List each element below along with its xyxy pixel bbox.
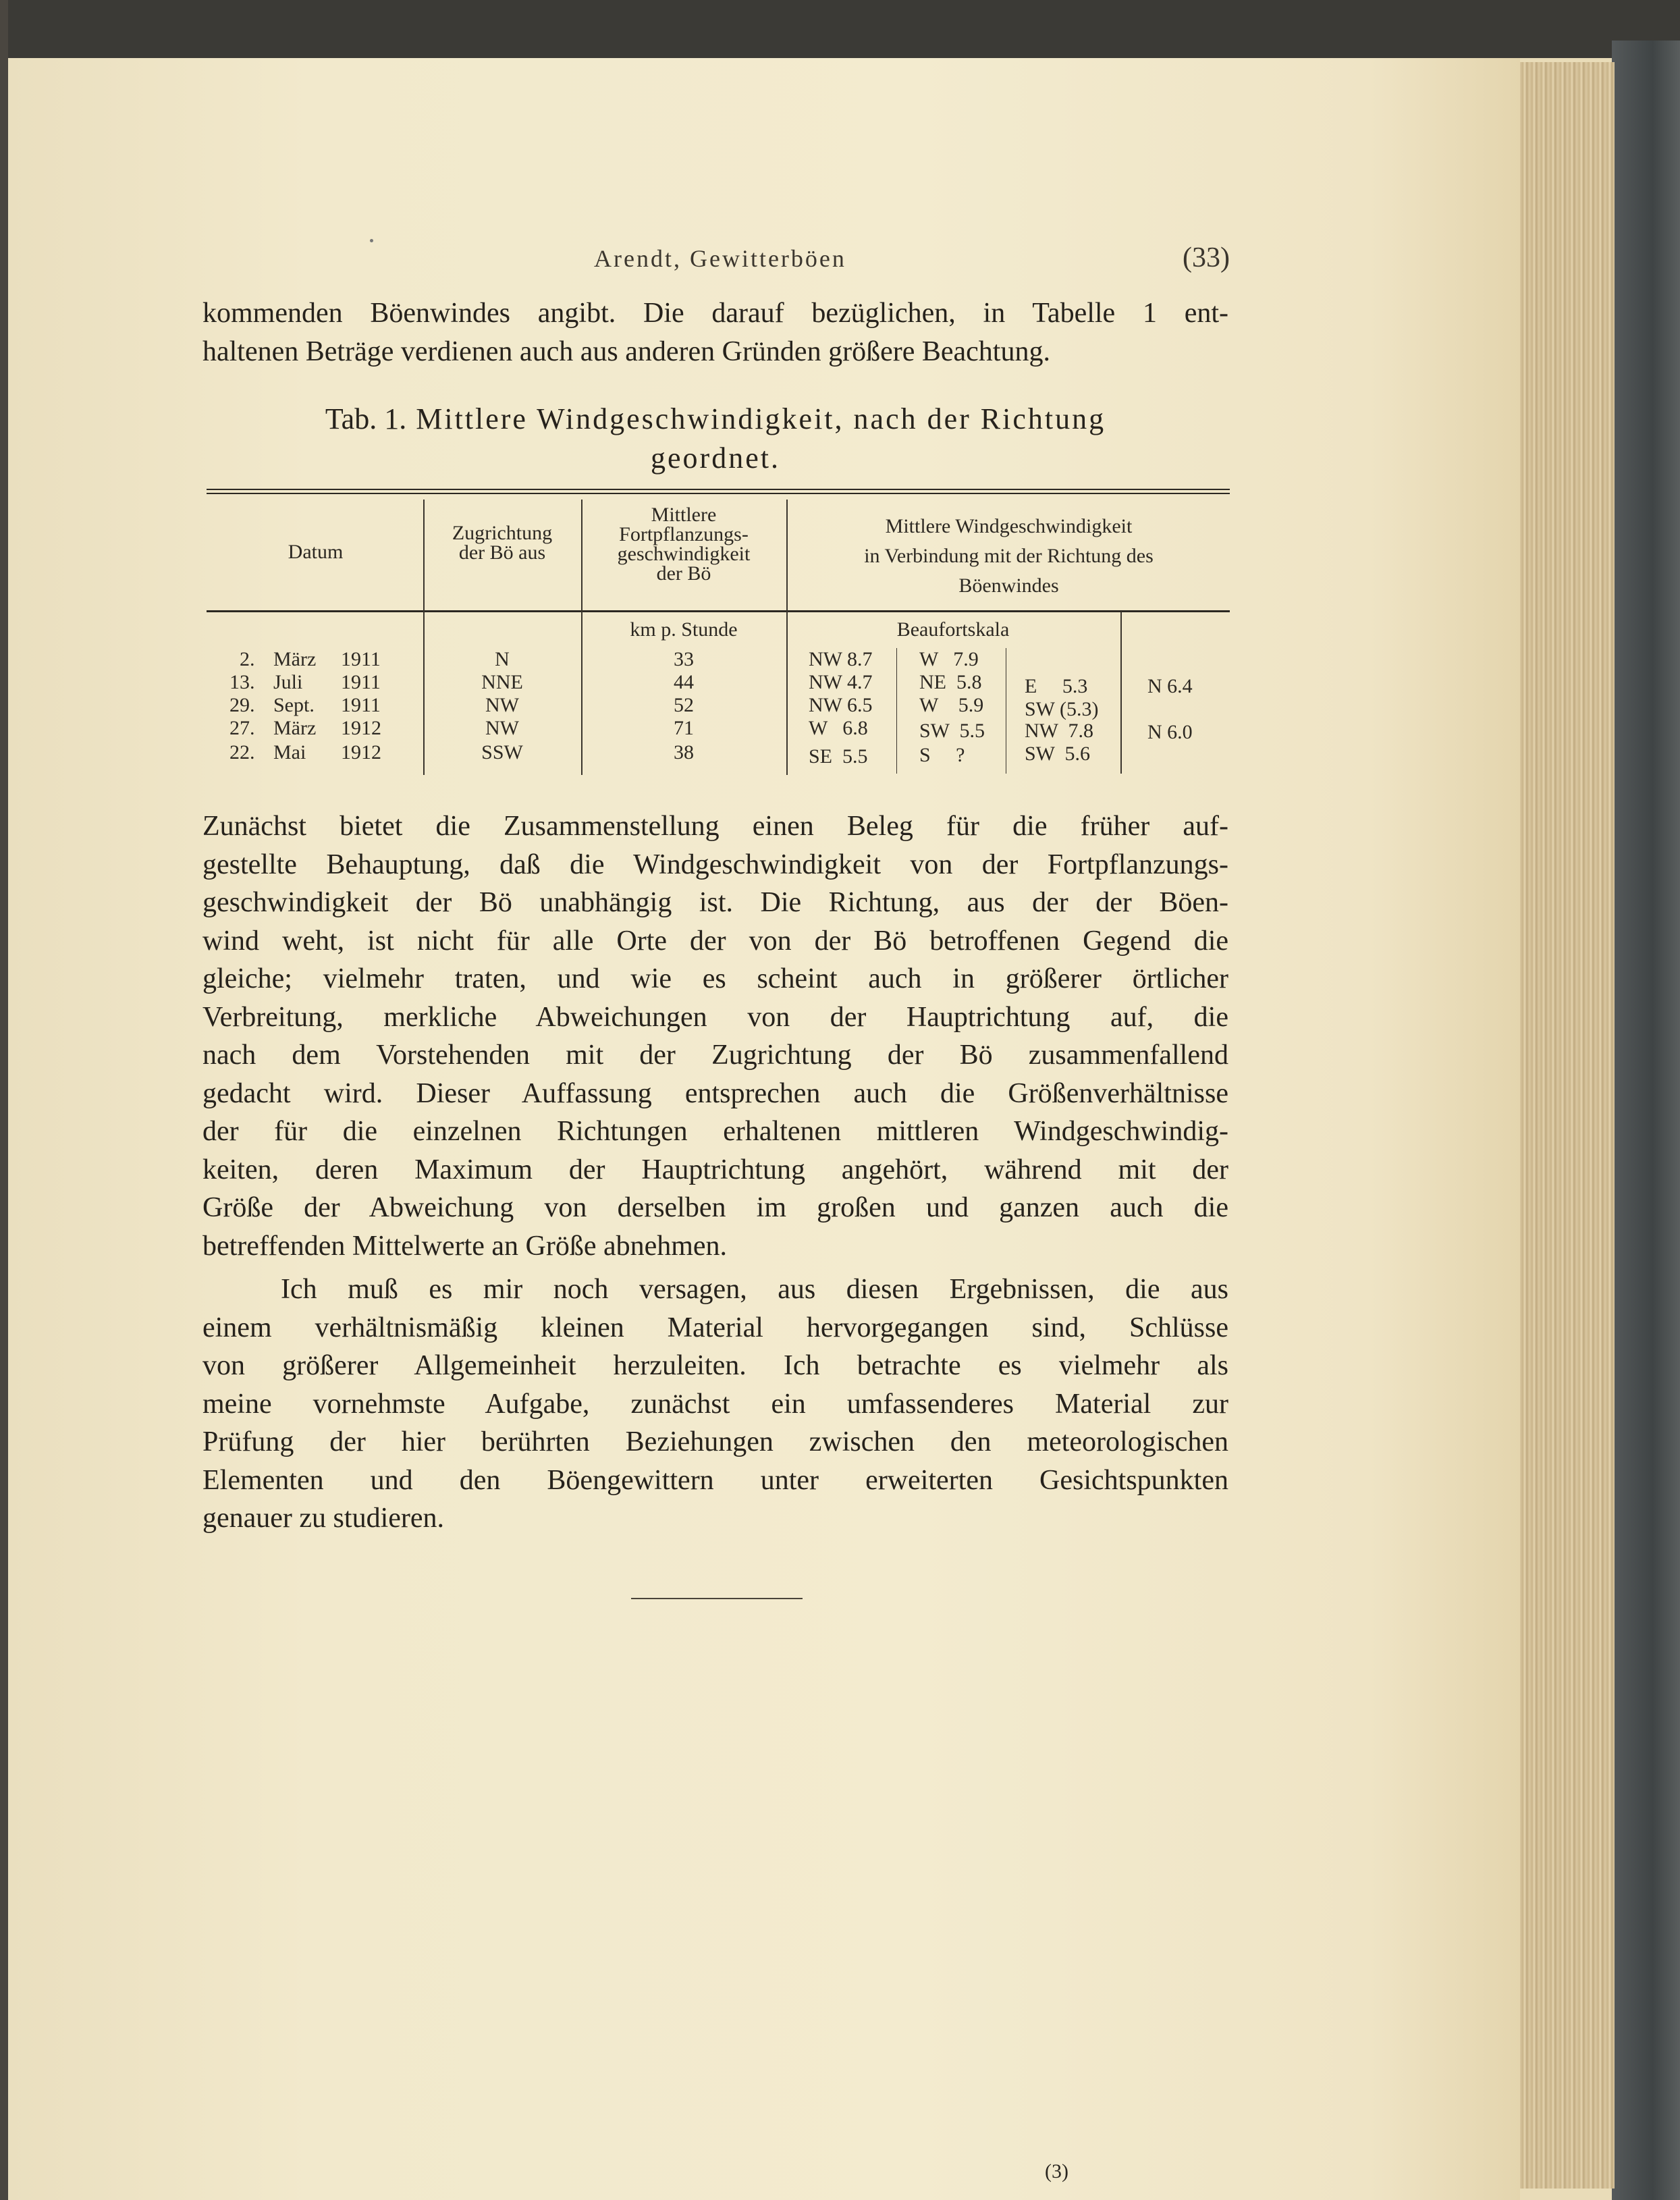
header-datum: Datum — [288, 541, 344, 563]
text-line: Ich muß es mir noch versagen, aus diesen Ergebnissen, die aus — [281, 1274, 1228, 1305]
cell-zugrichtung: NW — [485, 717, 519, 739]
cell-year: 1911 — [341, 671, 381, 693]
header-zugrichtung — [425, 523, 580, 562]
header-line: der Bö — [656, 562, 711, 585]
cell-wind-1: NW 4.7 — [809, 671, 873, 693]
table-caption-text: Mittlere Windgeschwindigkeit, nach der Richtung — [416, 402, 1106, 435]
header-windgeschwindigkeit — [788, 512, 1230, 601]
header-line: Fortpflanzungs- — [619, 523, 749, 545]
cell-month: Mai — [273, 741, 306, 763]
cell-zugrichtung: N — [495, 648, 510, 670]
cell-zugrichtung: NNE — [481, 671, 523, 693]
speck — [370, 239, 373, 242]
text-line: wind weht, ist nicht für alle Orte der von der Bö betroffenen Gegend die — [202, 925, 1228, 957]
header-line: Zugrichtung — [452, 522, 553, 544]
page-edges — [1520, 62, 1615, 2189]
text-line: Zunächst bietet die Zusammenstellung einen Beleg für die früher auf- — [202, 811, 1228, 842]
cell-wind-2: NE 5.8 — [919, 671, 982, 693]
text-line: nach dem Vorstehenden mit der Zugrichtung der Bö zusammenfallend — [202, 1040, 1228, 1071]
header-line: Mittlere — [651, 504, 717, 526]
intro-paragraph — [202, 294, 1228, 371]
cell-wind-2: S ? — [919, 744, 965, 766]
text-line: von größerer Allgemeinheit herzuleiten. Ich betrachte es vielmehr als — [202, 1350, 1228, 1381]
cell-day: 13. — [229, 671, 255, 693]
cell-zugrichtung: SSW — [481, 741, 523, 763]
running-head-title: Arendt, Gewitterböen — [594, 245, 846, 272]
text-line: Verbreitung, merkliche Abweichungen von der Hauptrichtung auf, die — [202, 1001, 1228, 1033]
text-line: Elementen und den Böengewittern unter erweiterten Gesichtspunkten — [202, 1464, 1228, 1496]
table-header-rule — [207, 610, 1230, 612]
cell-speed: 44 — [674, 671, 694, 693]
book-cover-right — [1612, 41, 1680, 2200]
column-divider — [896, 648, 897, 774]
text-line: meine vornehmste Aufgabe, zunächst ein umfassenderes Material zur — [202, 1388, 1228, 1420]
unit-beaufort: Beaufortskala — [896, 618, 1010, 641]
column-divider — [1120, 612, 1122, 774]
text-line: keiten, deren Maximum der Hauptrichtung angehört, während mit der — [202, 1154, 1228, 1185]
cell-wind-4: N 6.4 — [1147, 675, 1193, 697]
cell-wind-3: SW (5.3) — [1025, 698, 1099, 720]
text-line: einem verhältnismäßig kleinen Material hervorgegangen sind, Schlüsse — [202, 1312, 1228, 1343]
cell-wind-1: SE 5.5 — [809, 745, 868, 768]
cell-speed: 38 — [674, 741, 694, 763]
header-fortpflanzung — [582, 505, 785, 583]
header-line: Mittlere Windgeschwindigkeit — [885, 515, 1133, 537]
cell-wind-1: W 6.8 — [809, 717, 868, 739]
cell-day: 2. — [240, 648, 255, 670]
cell-month: März — [273, 717, 317, 739]
cell-wind-4: N 6.0 — [1147, 721, 1193, 743]
header-line: geschwindigkeit — [617, 543, 751, 565]
table-top-rule — [207, 489, 1230, 494]
book-cover-top — [0, 0, 1680, 58]
cell-day: 29. — [229, 694, 255, 716]
paragraph-1 — [202, 807, 1228, 1265]
cell-wind-1: NW 8.7 — [809, 648, 873, 670]
cell-year: 1911 — [341, 694, 381, 716]
unit-km-per-hour: km p. Stunde — [630, 618, 738, 641]
paragraph-2 — [202, 1270, 1228, 1538]
text-line: Größe der Abweichung von derselben im großen und ganzen auch die — [202, 1192, 1228, 1223]
header-line: in Verbindung mit der Richtung des — [864, 545, 1154, 567]
text-line: der für die einzelnen Richtungen erhaltenen mittleren Windgeschwindig- — [202, 1116, 1228, 1147]
cell-wind-3: NW 7.8 — [1025, 720, 1093, 742]
cell-month: Juli — [273, 671, 303, 693]
cell-zugrichtung: NW — [485, 694, 519, 716]
cell-day: 22. — [229, 741, 255, 763]
cell-wind-2: SW 5.5 — [919, 720, 985, 742]
book-cover-left — [0, 0, 8, 2200]
cell-year: 1911 — [341, 648, 381, 670]
text-line: gedacht wird. Dieser Auffassung entsprechen auch die Größenverhältnisse — [202, 1077, 1228, 1109]
cell-year: 1912 — [341, 717, 381, 739]
text-line: gestellte Behauptung, daß die Windgeschwindigkeit von der Fortpflanzungs- — [202, 849, 1228, 880]
section-end-rule — [631, 1598, 803, 1599]
text-line: genauer zu studieren. — [202, 1503, 445, 1534]
table-caption — [202, 400, 1228, 478]
text-line: gleiche; vielmehr traten, und wie es scheint auch in größerer örtlicher — [202, 963, 1228, 994]
text-line: geschwindigkeit der Bö unabhängig ist. Die Richtung, aus der der Böen- — [202, 887, 1228, 918]
cell-month: März — [273, 648, 317, 670]
cell-wind-3: SW 5.6 — [1025, 743, 1090, 765]
text-line: betreffenden Mittelwerte an Größe abnehmen. — [202, 1230, 728, 1262]
cell-wind-1: NW 6.5 — [809, 694, 873, 716]
cell-speed: 33 — [674, 648, 694, 670]
cell-speed: 52 — [674, 694, 694, 716]
cell-wind-2: W 7.9 — [919, 648, 979, 670]
running-head — [0, 244, 1680, 278]
running-head-page-number: (33) — [1183, 242, 1230, 273]
text-line: Prüfung der hier berührten Beziehungen zwischen den meteorologischen — [202, 1426, 1228, 1457]
cell-wind-2: W 5.9 — [919, 694, 984, 716]
cell-wind-3: E 5.3 — [1025, 675, 1088, 697]
text-line: kommenden Böenwindes angibt. Die darauf bezüglichen, in Tabelle 1 ent- — [202, 298, 1228, 329]
text-line: haltenen Beträge verdienen auch aus anderen Gründen größere Beachtung. — [202, 336, 1050, 367]
signature-mark: (3) — [1045, 2160, 1068, 2182]
table-caption-text-2: geordnet. — [651, 441, 780, 475]
table-caption-label: Tab. 1. — [325, 402, 407, 435]
cell-speed: 71 — [674, 717, 694, 739]
header-line: Böenwindes — [958, 574, 1059, 597]
cell-month: Sept. — [273, 694, 315, 716]
header-line: der Bö aus — [458, 541, 546, 564]
cell-year: 1912 — [341, 741, 381, 763]
cell-day: 27. — [229, 717, 255, 739]
